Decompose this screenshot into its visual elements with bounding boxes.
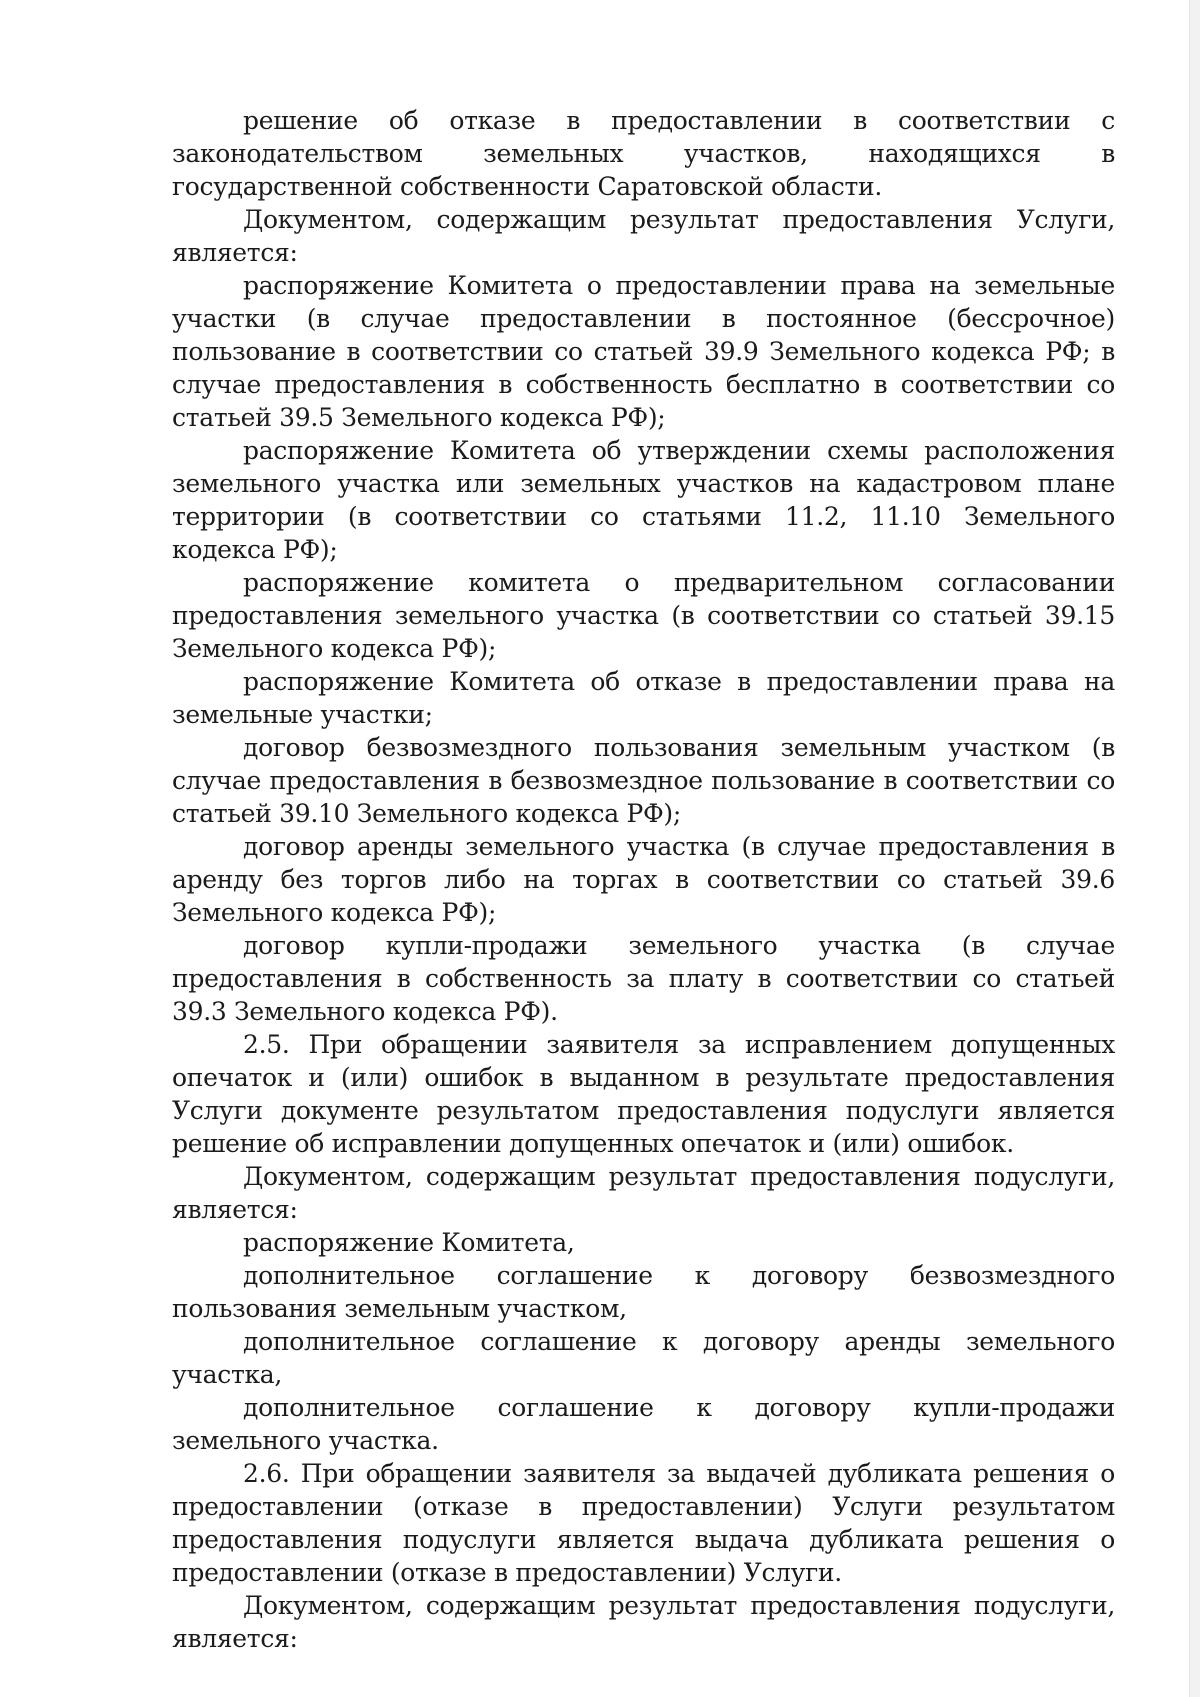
page-edge bbox=[1189, 0, 1200, 1697]
paragraph: дополнительное соглашение к договору аренды земельного участка, bbox=[172, 1327, 1115, 1389]
paragraph: Документом, содержащим результат предоставления подуслуги, является: bbox=[172, 1162, 1115, 1224]
paragraph: 2.6. При обращении заявителя за выдачей дубликата решения о предоставлении (отказе в предоставлении) Услуги результатом предоставления подуслуги является выдача дубликата решения о предоставлении (отказе в предоставлении) Услуги. bbox=[172, 1459, 1115, 1587]
paragraph: Документом, содержащим результат предоставления Услуги, является: bbox=[172, 205, 1115, 267]
paragraph: дополнительное соглашение к договору безвозмездного пользования земельным участком, bbox=[172, 1261, 1115, 1323]
paragraph: решение об отказе в предоставлении в соответствии с законодательством земельных участков, находящихся в государственной собственности Саратовской области. bbox=[172, 106, 1115, 201]
paragraph: договор безвозмездного пользования земельным участком (в случае предоставления в безвозмездное пользование в соответствии со статьей 39.10 Земельного кодекса РФ); bbox=[172, 733, 1115, 828]
paragraph: распоряжение комитета о предварительном согласовании предоставления земельного участка (в соответствии со статьей 39.15 Земельного кодекса РФ); bbox=[172, 568, 1115, 663]
paragraph: распоряжение Комитета об отказе в предоставлении права на земельные участки; bbox=[172, 667, 1115, 729]
paragraph: 2.5. При обращении заявителя за исправлением допущенных опечаток и (или) ошибок в выданном в результате предоставления Услуги документе результатом предоставления подуслуги является решение об исправлении допущенных опечаток и (или) ошибок. bbox=[172, 1030, 1115, 1158]
paragraph: распоряжение Комитета о предоставлении права на земельные участки (в случае предоставлении в постоянное (бессрочное) пользование в соответствии со статьей 39.9 Земельного кодекса РФ; в случае предоставления в собственность бесплатно в соответствии со статьей 39.5 Земельного кодекса РФ); bbox=[172, 271, 1115, 432]
paragraph: распоряжение Комитета об утверждении схемы расположения земельного участка или земельных участков на кадастровом плане территории (в соответствии со статьями 11.2, 11.10 Земельного кодекса РФ); bbox=[172, 436, 1115, 564]
paragraph: договор купли-продажи земельного участка (в случае предоставления в собственность за плату в соответствии со статьей 39.3 Земельного кодекса РФ). bbox=[172, 931, 1115, 1026]
paragraph: Документом, содержащим результат предоставления подуслуги, является: bbox=[172, 1591, 1115, 1653]
paragraph: договор аренды земельного участка (в случае предоставления в аренду без торгов либо на торгах в соответствии со статьей 39.6 Земельного кодекса РФ); bbox=[172, 832, 1115, 927]
paragraph: распоряжение Комитета, bbox=[243, 1228, 575, 1257]
document-body bbox=[172, 104, 1115, 1655]
paragraph: дополнительное соглашение к договору купли-продажи земельного участка. bbox=[172, 1393, 1115, 1455]
